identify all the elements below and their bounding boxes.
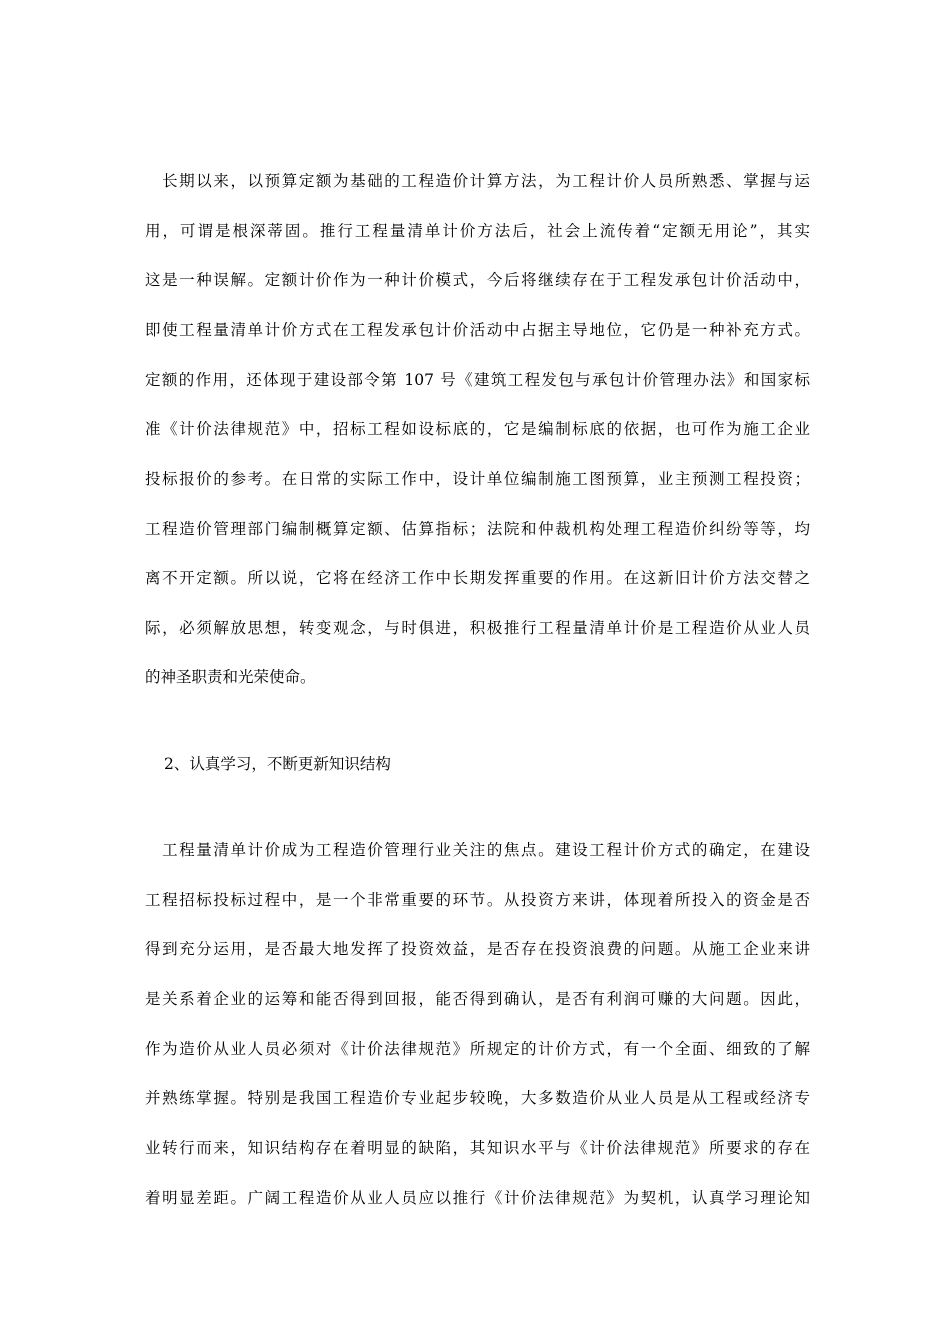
paragraph-1-line: 的神圣职责和光荣使命。 bbox=[145, 668, 316, 686]
paragraph-1-line: 准《计价法律规范》中，招标工程如设标底的，它是编制标底的依据，也可作为施工企业 bbox=[145, 420, 810, 438]
paragraph-1-line: 离不开定额。所以说，它将在经济工作中长期发挥重要的作用。在这新旧计价方法交替之 bbox=[145, 569, 810, 587]
paragraph-1-line: 工程造价管理部门编制概算定额、估算指标；法院和仲裁机构处理工程造价纠纷等等，均 bbox=[145, 520, 810, 538]
paragraph-1-line: 投标报价的参考。在日常的实际工作中，设计单位编制施工图预算，业主预测工程投资； bbox=[145, 470, 810, 488]
paragraph-2-line: 并熟练掌握。特别是我国工程造价专业起步较晚，大多数造价从业人员是从工程或经济专 bbox=[145, 1089, 810, 1107]
paragraph-1-line: 用，可谓是根深蒂固。推行工程量清单计价方法后，社会上流传着“定额无用论”，其实 bbox=[145, 222, 810, 240]
paragraph-2-line: 作为造价从业人员必须对《计价法律规范》所规定的计价方式，有一个全面、细致的了解 bbox=[145, 1040, 810, 1058]
paragraph-2-line: 着明显差距。广阔工程造价从业人员应以推行《计价法律规范》为契机，认真学习理论知 bbox=[145, 1189, 810, 1207]
paragraph-2-line: 得到充分运用，是否最大地发挥了投资效益，是否存在投资浪费的问题。从施工企业来讲 bbox=[145, 940, 810, 958]
paragraph-1-line: 即使工程量清单计价方式在工程发承包计价活动中占据主导地位，它仍是一种补充方式。 bbox=[145, 321, 810, 339]
paragraph-1-line: 际，必须解放思想，转变观念，与时俱进，积极推行工程量清单计价是工程造价从业人员 bbox=[145, 619, 810, 637]
paragraph-2-line: 业转行而来，知识结构存在着明显的缺陷，其知识水平与《计价法律规范》所要求的存在 bbox=[145, 1139, 810, 1157]
paragraph-1-line: 这是一种误解。定额计价作为一种计价模式，今后将继续存在于工程发承包计价活动中， bbox=[145, 271, 810, 289]
paragraph-1-line: 长期以来，以预算定额为基础的工程造价计算方法，为工程计价人员所熟悉、掌握与运 bbox=[145, 172, 810, 190]
paragraph-1-line: 定额的作用，还体现于建设部令第 107 号《建筑工程发包与承包计价管理办法》和国家标 bbox=[145, 371, 810, 389]
paragraph-2-line: 工程量清单计价成为工程造价管理行业关注的焦点。建设工程计价方式的确定，在建设 bbox=[145, 841, 810, 859]
section-heading: 2、认真学习，不断更新知识结构 bbox=[164, 755, 391, 773]
paragraph-2-line: 是关系着企业的运筹和能否得到回报，能否得到确认，是否有利润可赚的大问题。因此， bbox=[145, 990, 810, 1008]
paragraph-2-line: 工程招标投标过程中，是一个非常重要的环节。从投资方来讲，体现着所投入的资金是否 bbox=[145, 891, 810, 909]
